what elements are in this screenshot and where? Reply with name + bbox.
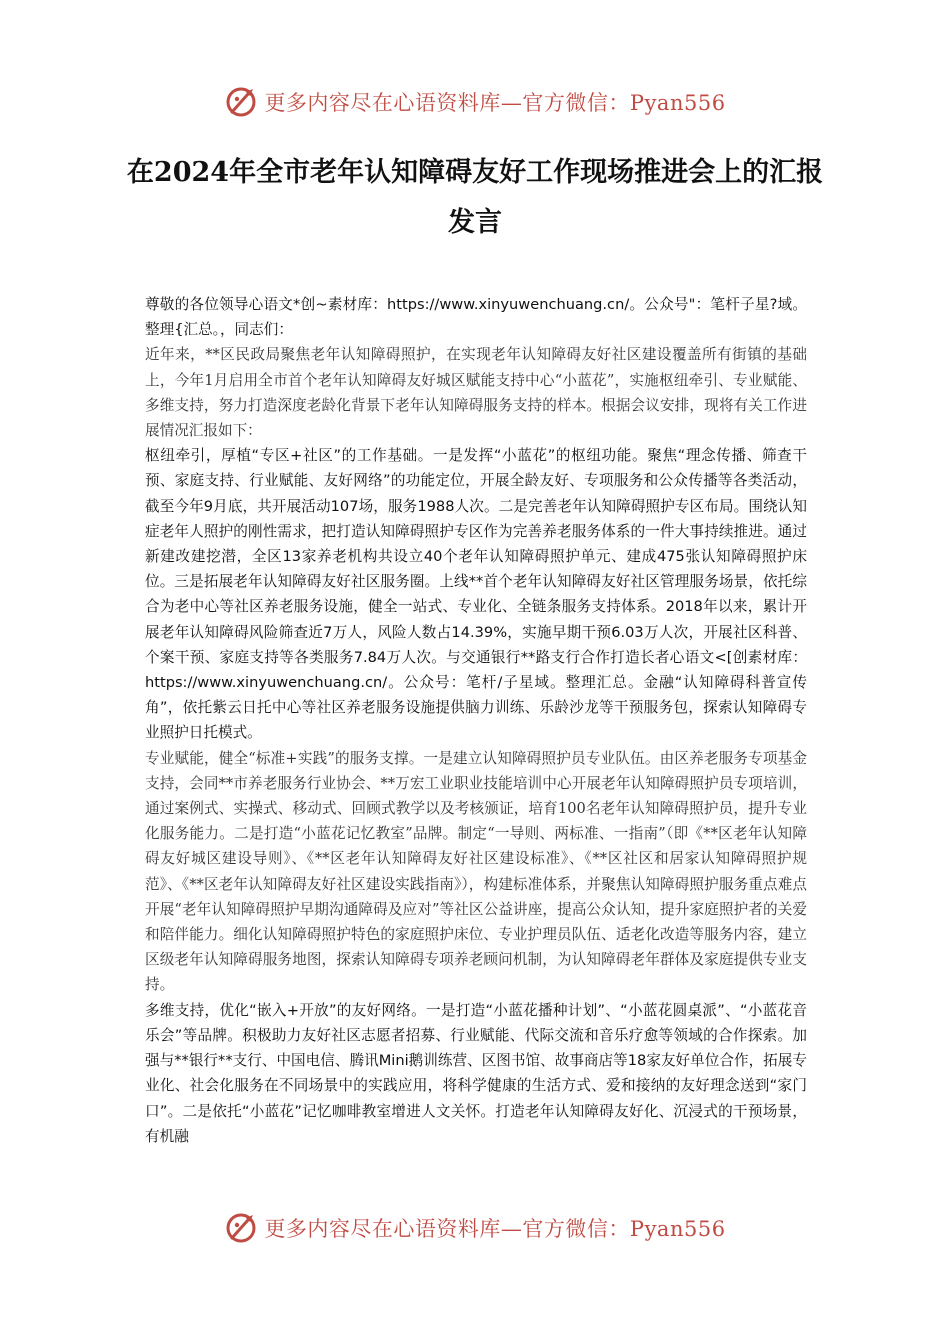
footer-banner-text: 更多内容尽在心语资料库—官方微信：Pyan556 xyxy=(264,1217,726,1241)
document-title: 在2024年全市老年认知障碍友好工作现场推进会上的汇报发言 xyxy=(126,157,824,238)
support-section-paragraph: 多维支持，优化“嵌入+开放”的友好网络。一是打造“小蓝花播种计划”、“小蓝花圆桌派”、“小蓝花音乐会”等品牌。积极助力友好社区志愿者招募、行业赋能、代际交流和音乐疗愈等领域的合作探索。加强与**银行**支行、中国电信、腾讯Mini鹅训练营、区图书馆、故事商店等18家友好单位合作，拓展专业化、社会化服务在不同场景中的实践应用，将科学健康的生活方式、爱和接纳的友好理念送到“家门口”。二是依托“小蓝花”记忆咖啡教室增进人文关怀。打造老年认知障碍友好化、沉浸式的干预场景，有机融 xyxy=(145,1001,807,1145)
professional-section-paragraph: 专业赋能，健全“标准+实践”的服务支撑。一是建立认知障碍照护员专业队伍。由区养老服务专项基金支持，会同**市养老服务行业协会、**万宏工业职业技能培训中心开展老年认知障碍照护员专项培训，通过案例式、实操式、移动式、回顾式教学以及考核颁证，培育100名老年认知障碍照护员，提升专业化服务能力。二是打造“小蓝花记忆教室”品牌。制定“一导则、两标准、一指南”（即《**区老年认知障碍友好城区建设导则》、《**区老年认知障碍友好社区建设标准》、《**区社区和居家认知障碍照护规范》、《**区老年认知障碍友好社区建设实践指南》），构建标准体系，并聚焦认知障碍照护服务重点难点开展“老年认知障碍照护早期沟通障碍及应对”等社区公益讲座，提高公众认知，提升家庭照护者的关爱和陪伴能力。细化认知障碍照护特色的家庭照护床位、专业护理员队伍、适老化改造等服务内容，建立区级老年认知障碍服务地图，探索认知障碍专项养老顾问机制，为认知障碍老年群体及家庭提供专业支持。 xyxy=(145,749,807,994)
footer-banner xyxy=(0,1206,950,1250)
brush-pen-logo-icon xyxy=(224,85,258,119)
header-banner-text: 更多内容尽在心语资料库—官方微信：Pyan556 xyxy=(264,91,726,115)
brush-pen-logo-icon xyxy=(224,1211,258,1245)
hub-section-paragraph: 枢纽牵引，厚植“专区+社区”的工作基础。一是发挥“小蓝花”的枢纽功能。聚焦“理念传播、筛查干预、家庭支持、行业赋能、友好网络”的功能定位，开展全龄友好、专项服务和公众传播等各类活动，截至今年9月底，共开展活动107场，服务1988人次。二是完善老年认知障碍照护专区布局。围绕认知症老年人照护的刚性需求，把打造认知障碍照护专区作为完善养老服务体系的一件大事持续推进。通过新建改建挖潜，全区13家养老机构共设立40个老年认知障碍照护单元、建成475张认知障碍照护床位。三是拓展老年认知障碍友好社区服务圈。上线**首个老年认知障碍友好社区管理服务场景，依托综合为老中心等社区养老服务设施，健全一站式、专业化、全链条服务支持体系。2018年以来，累计开展老年认知障碍风险筛查近7万人，风险人数占14.39%，实施早期干预6.03万人次，开展社区科普、个案干预、家庭支持等各类服务7.84万人次。与交通银行**路支行合作打造长者心语文<[创素材库：https://www.xinyuwenchuang.cn/。公众号：笔杆/子星域。整理汇总。金融“认知障碍科普宣传角”，依托紫云日托中心等社区养老服务设施提供脑力训练、乐龄沙龙等干预服务包，探索认知障碍专业照护日托模式。 xyxy=(145,447,807,742)
document-body xyxy=(145,292,807,1149)
salutation-paragraph: 尊敬的各位领导心语文*创~素材库：https://www.xinyuwenchuang.cn/。公众号"：笔杆子星?域。整理{汇总。，同志们： xyxy=(145,296,807,339)
header-banner xyxy=(0,80,950,124)
intro-paragraph: 近年来，**区民政局聚焦老年认知障碍照护，在实现老年认知障碍友好社区建设覆盖所有街镇的基础上，今年1月启用全市首个老年认知障碍友好城区赋能支持中心“小蓝花”，实施枢纽牵引、专业赋能、多维支持，努力打造深度老龄化背景下老年认知障碍服务支持的样本。根据会议安排，现将有关工作进展情况汇报如下： xyxy=(145,346,807,440)
